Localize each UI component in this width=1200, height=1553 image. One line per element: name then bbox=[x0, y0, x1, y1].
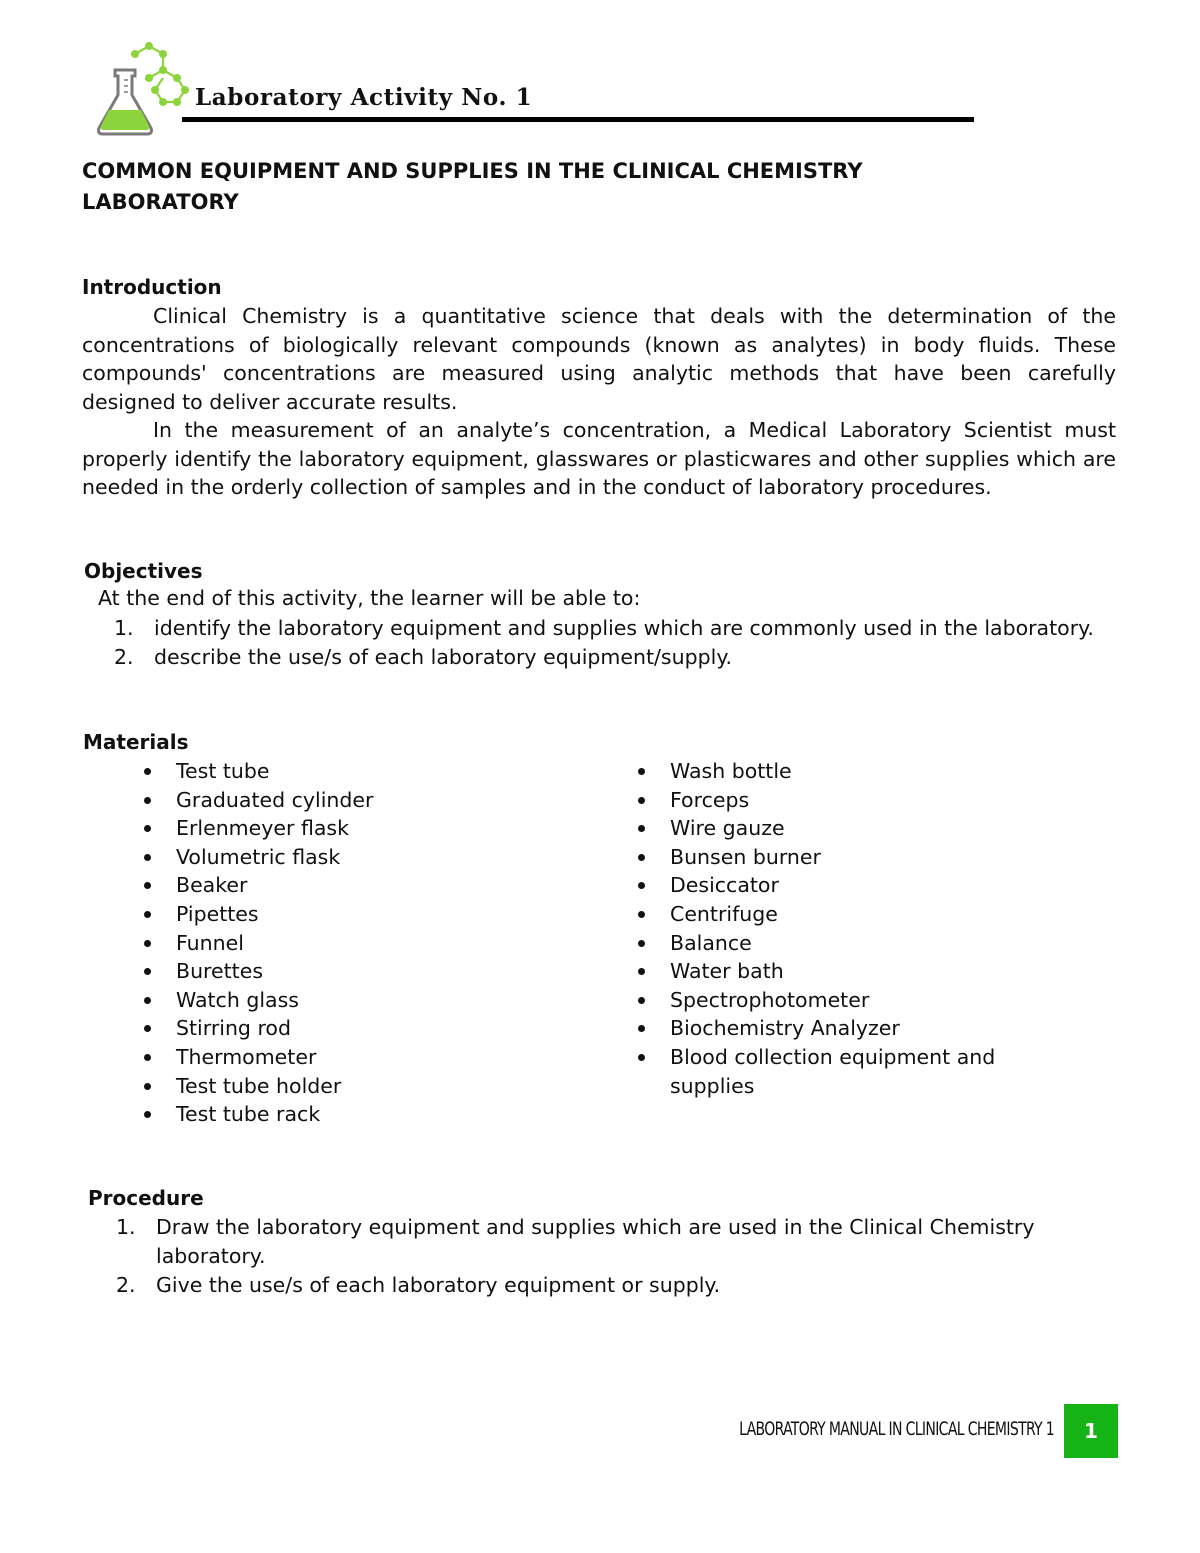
list-item: Test tube bbox=[144, 757, 504, 786]
list-item: Wire gauze bbox=[638, 814, 998, 843]
list-item: Thermometer bbox=[144, 1043, 504, 1072]
procedure-list bbox=[116, 1213, 1046, 1300]
list-item: Beaker bbox=[144, 871, 504, 900]
list-item bbox=[114, 643, 1124, 672]
list-item: Volumetric flask bbox=[144, 843, 504, 872]
list-item: Test tube holder bbox=[144, 1072, 504, 1101]
introduction-paragraph: Clinical Chemistry is a quantitative science that deals with the determination of the concentrations of biologically relevant compounds (known as analytes) in body fluids. These compounds' concentrations are measured using analytic methods that have been carefully designed to deliver accurate results. bbox=[82, 304, 1116, 414]
list-item: Desiccator bbox=[638, 871, 998, 900]
list-item: Erlenmeyer flask bbox=[144, 814, 504, 843]
list-item bbox=[114, 614, 1124, 643]
list-item: Stirring rod bbox=[144, 1014, 504, 1043]
list-item: Water bath bbox=[638, 957, 998, 986]
list-item bbox=[116, 1271, 1046, 1300]
objectives-heading: Objectives bbox=[84, 559, 203, 583]
list-item: Blood collection equipment and supplies bbox=[638, 1043, 998, 1100]
item-number: 2. bbox=[116, 1273, 136, 1297]
list-item: Spectrophotometer bbox=[638, 986, 998, 1015]
item-text: identify the laboratory equipment and supplies which are commonly used in the laboratory. bbox=[154, 616, 1094, 640]
item-text: describe the use/s of each laboratory equipment/supply. bbox=[154, 645, 733, 669]
item-number: 1. bbox=[116, 1215, 136, 1239]
introduction-body bbox=[82, 302, 1116, 502]
list-item: Centrifuge bbox=[638, 900, 998, 929]
item-number: 2. bbox=[114, 645, 134, 669]
introduction-paragraph: In the measurement of an analyte’s concentration, a Medical Laboratory Scientist must properly identify the laboratory equipment, glasswares or plasticwares and other supplies which are needed in the orderly collection of samples and in the conduct of laboratory procedures. bbox=[82, 418, 1116, 499]
list-item: Balance bbox=[638, 929, 998, 958]
materials-list-right bbox=[638, 757, 998, 1100]
list-item: Test tube rack bbox=[144, 1100, 504, 1129]
list-item bbox=[116, 1213, 1046, 1271]
list-item: Bunsen burner bbox=[638, 843, 998, 872]
materials-heading: Materials bbox=[83, 730, 189, 754]
page-number-badge: 1 bbox=[1064, 1404, 1118, 1458]
procedure-heading: Procedure bbox=[88, 1186, 204, 1210]
footer-text: LABORATORY MANUAL IN CLINICAL CHEMISTRY 1 bbox=[739, 1418, 1054, 1440]
list-item: Pipettes bbox=[144, 900, 504, 929]
document-title bbox=[82, 156, 1082, 218]
introduction-heading: Introduction bbox=[82, 275, 222, 299]
activity-title: Laboratory Activity No. 1 bbox=[195, 84, 533, 111]
document-title-line: LABORATORY bbox=[82, 190, 239, 214]
list-item: Funnel bbox=[144, 929, 504, 958]
document-title-line: COMMON EQUIPMENT AND SUPPLIES IN THE CLINICAL CHEMISTRY bbox=[82, 159, 863, 183]
item-text: Draw the laboratory equipment and supplies which are used in the Clinical Chemistry laboratory. bbox=[156, 1215, 1035, 1268]
list-item: Biochemistry Analyzer bbox=[638, 1014, 998, 1043]
list-item: Forceps bbox=[638, 786, 998, 815]
flask-molecule-icon bbox=[95, 40, 195, 140]
item-number: 1. bbox=[114, 616, 134, 640]
list-item: Graduated cylinder bbox=[144, 786, 504, 815]
materials-list-left bbox=[144, 757, 504, 1129]
list-item: Watch glass bbox=[144, 986, 504, 1015]
header-rule bbox=[182, 117, 974, 122]
objectives-lead: At the end of this activity, the learner will be able to: bbox=[98, 586, 641, 610]
objectives-list bbox=[114, 614, 1124, 672]
list-item: Wash bottle bbox=[638, 757, 998, 786]
list-item: Burettes bbox=[144, 957, 504, 986]
item-text: Give the use/s of each laboratory equipment or supply. bbox=[156, 1273, 721, 1297]
